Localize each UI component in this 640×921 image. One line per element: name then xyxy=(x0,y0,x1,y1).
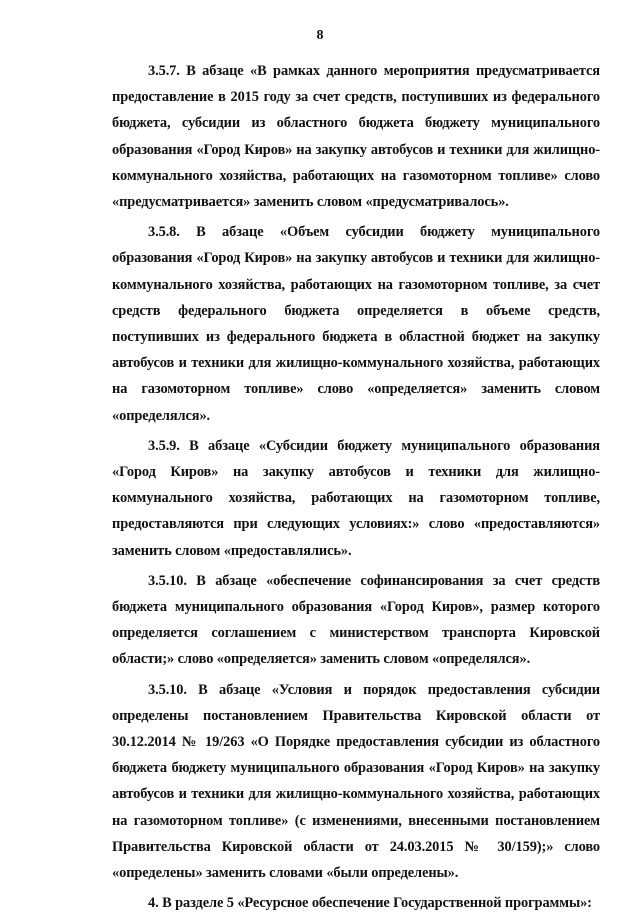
paragraph-3-5-10-a: 3.5.10. В абзаце «обеспечение софинансирования за счет средств бюджета муниципального образования «Город Киров», размер которого определяется соглашением с министерством транспорта Кировской области;» слово «определяется» заменить словом «определялся». xyxy=(112,572,600,668)
paragraph-3-5-9: 3.5.9. В абзаце «Субсидии бюджету муниципального образования «Город Киров» на закупку автобусов и техники для жилищно-коммунального хозяйства, работающих на газомоторном топливе, предоставляются при следующих условиях:» слово «предоставляются» заменить словом «предоставлялись». xyxy=(112,437,600,559)
document-body xyxy=(112,58,600,921)
paragraph-3-5-7: 3.5.7. В абзаце «В рамках данного мероприятия предусматривается предоставление в 2015 году за счет средств, поступивших из федерального бюджета, субсидии из областного бюджета бюджету муниципального образования «Город Киров» на закупку автобусов и техники для жилищно-коммунального хозяйства, работающих на газомоторном топливе» слово «предусматривается» заменить словом «предусматривалось». xyxy=(112,63,600,211)
paragraph-3-5-10-b: 3.5.10. В абзаце «Условия и порядок предоставления субсидии определены постановлением Правительства Кировской области от 30.12.2014 № 19/263 «О Порядке предоставления субсидии из областного бюджета бюджету муниципального образования «Город Киров» на закупку автобусов и техники для жилищно-коммунального хозяйства, работающих на газомоторном топливе» (с изменениями, внесенными постановлением Правительства Кировской области от 24.03.2015 № 30/159);» слово «определены» заменить словами «были определены». xyxy=(112,681,600,882)
page-number: 8 xyxy=(316,28,324,43)
paragraph-3-5-8: 3.5.8. В абзаце «Объем субсидии бюджету муниципального образования «Город Киров» на закупку автобусов и техники для жилищно-коммунального хозяйства, работающих на газомоторном топливе, за счет средств федерального бюджета определяется в объеме средств, поступивших из федерального бюджета в областной бюджет на закупку автобусов и техники для жилищно-коммунального хозяйства, работающих на газомоторном топливе» слово «определяется» заменить словом «определялся». xyxy=(112,224,600,424)
paragraph-4: 4. В разделе 5 «Ресурсное обеспечение Государственной программы»: xyxy=(148,895,592,912)
